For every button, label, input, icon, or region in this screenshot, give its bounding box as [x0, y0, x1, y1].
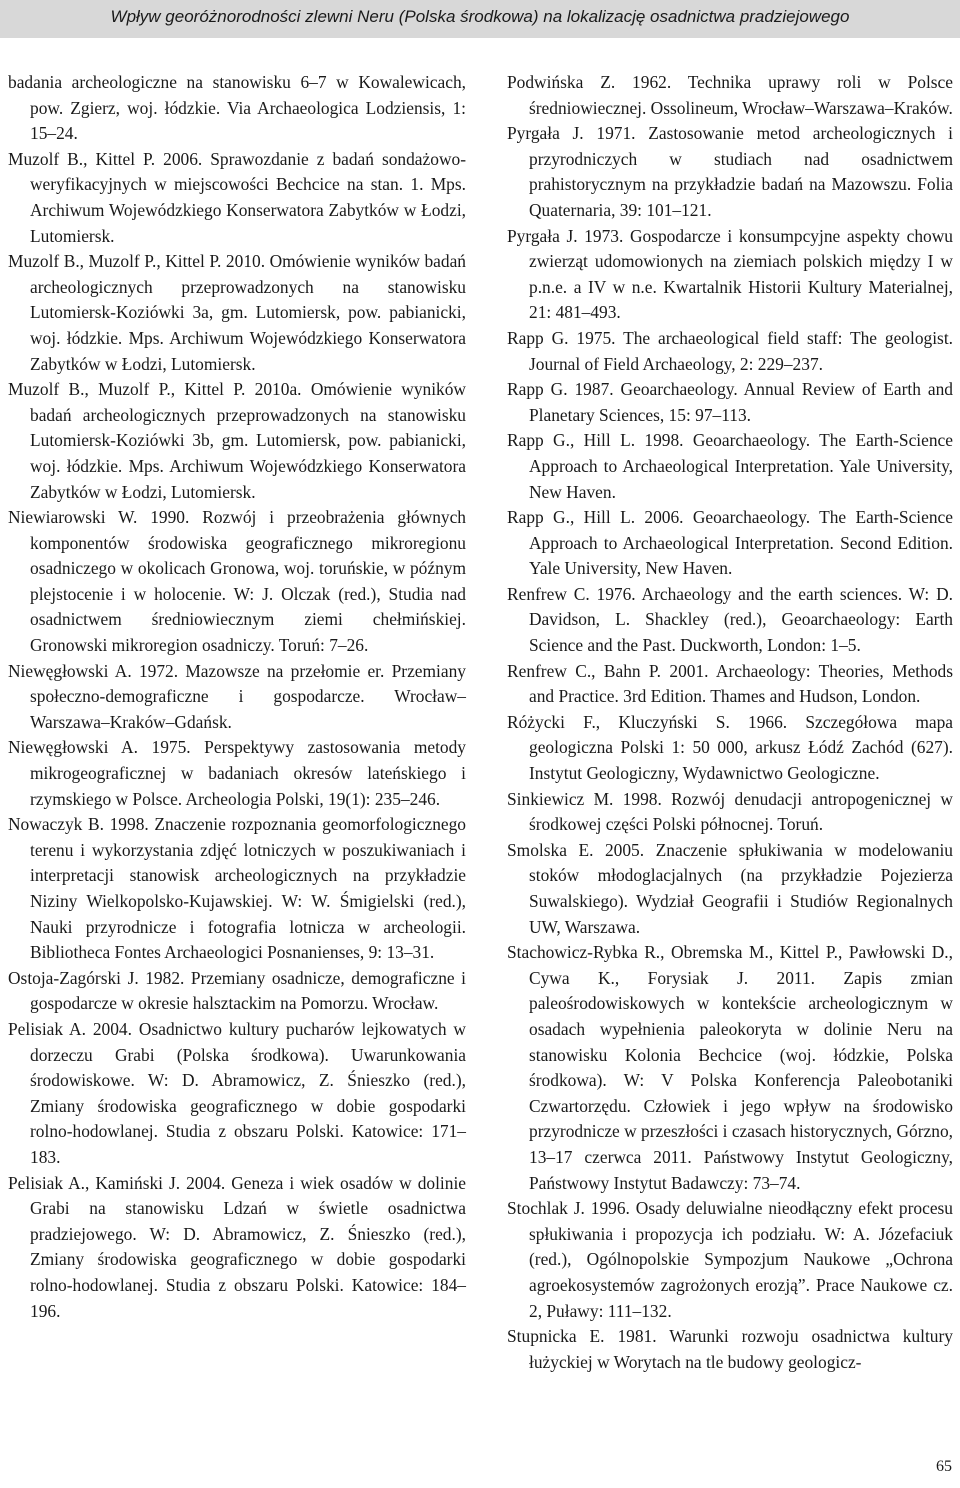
reference-entry: Stachowicz-Rybka R., Obremska M., Kittel P., Pawłowski D., Cywa K., Forysiak J. 2011. Zapis zmian paleośrodowiskowych w kontekście archeologicznym w osadach wypełnienia paleokoryta w dolinie Neru na stanowisku Kolonia Bechcice (woj. łódzkie, Polska środkowa). W: V Polska Konferencja Paleobotaniki Czwartorzędu. Człowiek i jego wpływ na środowisko przyrodnicze w przeszłości i czasach historycznych, Górzno, 13–17 czerwca 2011. Państwowy Instytut Geologiczny, Państwowy Instytut Badawczy: 73–74. — [507, 942, 953, 1193]
reference-entry: Niewęgłowski A. 1972. Mazowsze na przełomie er. Przemiany społeczno-demograficzne i gospodarcze. Wrocław–Warszawa–Kraków–Gdańsk. — [8, 660, 466, 732]
reference-entry: Stochlak J. 1996. Osady deluwialne nieodłączny efekt procesu spłukiwania i propozycja ich podziału. W: A. Józefaciuk (red.), Ogólnopolskie Sympozjum Naukowe „Ochrona agroekosystemów zagrożonych erozją”. Prace Naukowe cz. 2, Puławy: 111–132. — [507, 1198, 953, 1321]
reference-entry: Rapp G., Hill L. 2006. Geoarchaeology. The Earth-Science Approach to Archaeological Interpretation. Second Edition. Yale University, New Haven. — [507, 507, 953, 579]
running-header — [0, 0, 960, 38]
reference-entry: Muzolf B., Muzolf P., Kittel P. 2010a. Omówienie wyników badań archeologicznych przeprowadzonych na stanowisku Lutomiersk-Koziówki 3b, gm. Lutomiersk, pow. pabianicki, woj. łódzkie. Mps. Archiwum Wojewódzkiego Konserwatora Zabytków w Łodzi, Lutomiersk. — [8, 379, 466, 502]
references-left-column — [8, 70, 466, 1324]
reference-entry: Rapp G. 1975. The archaeological field staff: The geologist. Journal of Field Archaeology, 2: 229–237. — [507, 327, 953, 374]
reference-entry: Niewiarowski W. 1990. Rozwój i przeobrażenia głównych komponentów środowiska geograficznego mikroregionu osadniczego w okolicach Gronowa, woj. toruńskie, w późnym plejstocenie i w holocenie. W: J. Olczak (red.), Studia nad osadnictwem średniowiecznym ziemi chełmińskiej. Gronowski mikroregion osadniczy. Toruń: 7–26. — [8, 507, 466, 656]
reference-entry: Muzolf B., Muzolf P., Kittel P. 2010. Omówienie wyników badań archeologicznych przeprowadzonych na stanowisku Lutomiersk-Koziówki 3a, gm. Lutomiersk, pow. pabianicki, woj. łódzkie. Mps. Archiwum Wojewódzkiego Konserwatora Zabytków w Łodzi, Lutomiersk. — [8, 251, 466, 374]
reference-entry: Rapp G., Hill L. 1998. Geoarchaeology. The Earth-Science Approach to Archaeological Interpretation. Yale University, New Haven. — [507, 430, 953, 502]
reference-entry: Smolska E. 2005. Znaczenie spłukiwania w modelowaniu stoków młodoglacjalnych (na przykładzie Pojezierza Suwalskiego). Wydział Geografii i Studiów Regionalnych UW, Warszawa. — [507, 839, 953, 937]
reference-entry: Renfrew C. 1976. Archaeology and the earth sciences. W: D. Davidson, L. Shackley (red.), Geoarchaeology: Earth Science and the Past. Duckworth, London: 1–5. — [507, 583, 953, 656]
reference-entry: Stupnicka E. 1981. Warunki rozwoju osadnictwa kultury łużyckiej w Worytach na tle budowy geologicz- — [507, 1326, 953, 1372]
reference-entry: Sinkiewicz M. 1998. Rozwój denudacji antropogenicznej w środkowej części Polski północnej. Toruń. — [507, 788, 953, 835]
reference-entry: Ostoja-Zagórski J. 1982. Przemiany osadnicze, demograficzne i gospodarcze w okresie halsztackim na Pomorzu. Wrocław. — [8, 967, 466, 1014]
references-right-column — [507, 70, 953, 1375]
reference-entry: badania archeologiczne na stanowisku 6–7 w Kowalewicach, pow. Zgierz, woj. łódzkie. Via Archaeologica Lodziensis, 1: 15–24. — [8, 72, 466, 144]
running-title: Wpływ georóżnorodności zlewni Neru (Polska środkowa) na lokalizację osadnictwa pradziejowego — [110, 7, 850, 26]
reference-entry: Rapp G. 1987. Geoarchaeology. Annual Review of Earth and Planetary Sciences, 15: 97–113. — [507, 379, 953, 425]
reference-entry: Pelisiak A. 2004. Osadnictwo kultury pucharów lejkowatych w dorzeczu Grabi (Polska środkowa). Uwarunkowania środowiskowe. W: D. Abramowicz, Z. Śnieszko (red.), Zmiany środowiska geograficznego w dobie gospodarki rolno-hodowlanej. Studia z obszaru Polski. Katowice: 171–183. — [8, 1018, 466, 1167]
reference-entry: Pyrgała J. 1973. Gospodarcze i konsumpcyjne aspekty chowu zwierząt udomowionych na ziemiach polskich między I w p.n.e. a IV w n.e. Kwartalnik Historii Kultury Materialnej, 21: 481–493. — [507, 225, 953, 323]
reference-entry: Podwińska Z. 1962. Technika uprawy roli w Polsce średniowiecznej. Ossolineum, Wrocław–Warszawa–Kraków. — [507, 72, 953, 118]
reference-entry: Różycki F., Kluczyński S. 1966. Szczegółowa mapa geologiczna Polski 1: 50 000, arkusz Łódź Zachód (627). Instytut Geologiczny, Wydawnictwo Geologiczne. — [507, 711, 953, 784]
reference-entry: Nowaczyk B. 1998. Znaczenie rozpoznania geomorfologicznego terenu i wykorzystania zdjęć lotniczych w poszukiwaniach i interpretacji stanowisk archeologicznych na przykładzie Niziny Wielkopolsko-Kujawskiej. W: W. Śmigielski (red.), Nauki przyrodnicze i fotografia lotnicza w archeologii. Bibliotheca Fontes Archaeologici Posnanienses, 9: 13–31. — [8, 814, 466, 963]
reference-entry: Niewęgłowski A. 1975. Perspektywy zastosowania metody mikrogeograficznej w badaniach okresów lateńskiego i rzymskiego w Polsce. Archeologia Polski, 19(1): 235–246. — [8, 737, 466, 809]
reference-entry: Muzolf B., Kittel P. 2006. Sprawozdanie z badań sondażowo-weryfikacyjnych w miejscowości Bechcice na stan. 1. Mps. Archiwum Wojewódzkiego Konserwatora Zabytków w Łodzi, Lutomiersk. — [8, 148, 466, 246]
page-number: 65 — [936, 1458, 952, 1475]
reference-entry: Pelisiak A., Kamiński J. 2004. Geneza i wiek osadów w dolinie Grabi na stanowisku Ldzań w świetle osadnictwa pradziejowego. W: D. Abramowicz, Z. Śnieszko (red.), Zmiany środowiska geograficznego w dobie gospodarki rolno-hodowlanej. Studia z obszaru Polski. Katowice: 184–196. — [8, 1172, 466, 1321]
reference-entry: Pyrgała J. 1971. Zastosowanie metod archeologicznych i przyrodniczych w studiach nad osadnictwem prahistorycznym na przykładzie badań na Mazowszu. Folia Quaternaria, 39: 101–121. — [507, 123, 953, 220]
reference-entry: Renfrew C., Bahn P. 2001. Archaeology: Theories, Methods and Practice. 3rd Edition. Thames and Hudson, London. — [507, 660, 953, 707]
